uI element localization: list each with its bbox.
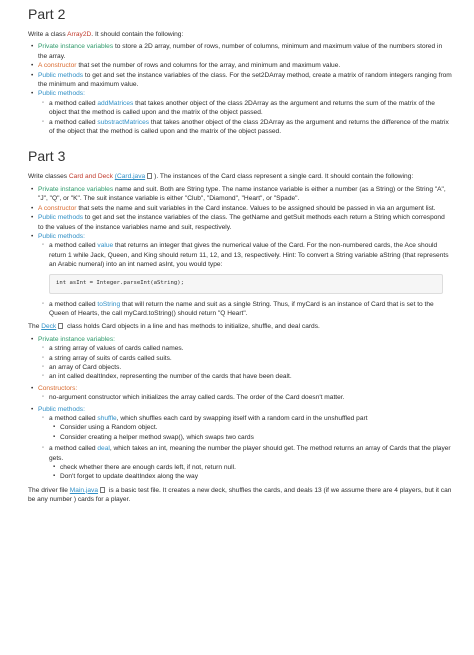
list-item bbox=[49, 414, 452, 442]
list-item bbox=[38, 42, 452, 61]
sub-list bbox=[38, 344, 452, 382]
sub-list bbox=[38, 99, 452, 137]
list-item: ◦ an array of Card objects. bbox=[49, 363, 452, 372]
item-text: a method called bbox=[49, 118, 98, 126]
part2-heading: Part 2 bbox=[28, 6, 66, 22]
list-item: ▪ Consider using a Random object. bbox=[60, 423, 452, 432]
item-text: to store a 2D array, number of rows, number of columns, minimum and maximum value of the numbers stored in the array. bbox=[38, 43, 443, 60]
sub-list bbox=[38, 393, 452, 402]
item-text: a method called bbox=[49, 242, 98, 250]
method-name-substractmatrices: substractMatrices bbox=[97, 118, 150, 126]
item-text: to get and set the instance variables of the class. The getName and getSuit methods each return a String which correspond to the values of the instance variables name and suit, respectively. bbox=[38, 214, 445, 231]
highlight-constructor: A constructor bbox=[38, 62, 77, 70]
list-item: ◦ a string array of values of cards called names. bbox=[49, 344, 452, 353]
highlight-private-vars: Private instance variables bbox=[38, 43, 114, 51]
item-text: that will return the name and suit as a single String. Thus, if myCard is an instance of Card that is set to the Queen of Hearts, the call myCard.toString() should return "Q Heart". bbox=[49, 300, 434, 317]
highlight-private-vars: Private instance variables bbox=[38, 185, 114, 193]
highlight-private-vars: Private instance variables: bbox=[38, 335, 115, 343]
deck-requirements-list bbox=[28, 335, 452, 482]
sub-sub-list bbox=[49, 423, 452, 442]
item-text: a method called bbox=[49, 300, 98, 308]
part2-intro bbox=[28, 30, 452, 39]
list-item bbox=[38, 213, 452, 232]
intro-text: The driver file bbox=[28, 486, 70, 494]
class-name-array2d: Array2D bbox=[67, 31, 92, 38]
list-item bbox=[49, 444, 452, 482]
list-item bbox=[38, 204, 452, 213]
highlight-constructors: Constructors: bbox=[38, 384, 78, 392]
card-java-link[interactable]: (Card.java bbox=[114, 173, 146, 181]
highlight-public-methods: Public methods: bbox=[38, 90, 85, 98]
list-item bbox=[49, 241, 452, 293]
item-text: name and suit. Both are String type. The name instance variable is either a number (as a String) or the String "A", "J", "Q", or "K". The suit instance variable is either "Club", "Diamond", "Heart", or "Spade". bbox=[38, 185, 446, 203]
list-item: ◦ a string array of suits of cards called suits. bbox=[49, 354, 452, 363]
item-text: a method called bbox=[49, 99, 98, 107]
list-item: ◦ no-argument constructor which initializes the array called cards. The order of the Card doesn't matter. bbox=[49, 393, 452, 402]
list-item: ▪ Consider creating a helper method swap(), which swaps two cards bbox=[60, 433, 452, 442]
main-java-link[interactable]: Main.java bbox=[69, 486, 99, 494]
intro-text: ) bbox=[154, 173, 157, 181]
part3-intro bbox=[28, 172, 452, 181]
intro-text: . The instances of the Card class represent a single card. It should contain the following: bbox=[156, 173, 414, 181]
item-text: a method called bbox=[49, 415, 98, 422]
list-item bbox=[38, 384, 452, 403]
highlight-public-methods: Public methods: bbox=[38, 405, 85, 413]
item-text: that sets the name and suit variables in the Card instance. Values to be assigned should be passed in via an argument list. bbox=[76, 204, 436, 212]
list-item bbox=[38, 405, 452, 482]
list-item bbox=[38, 335, 452, 382]
item-text: that takes another object of the class 2DArray as the argument and returns the difference of the matrix of the object that the method is called upon and the matrix of the object passed. bbox=[49, 118, 449, 136]
file-icon bbox=[100, 487, 105, 493]
method-name-addmatrices: addMatrices bbox=[97, 99, 134, 107]
list-item bbox=[49, 300, 452, 319]
item-text: , which shuffles each card by swapping itself with a random card in the unshuffled part bbox=[116, 415, 368, 422]
list-item bbox=[38, 232, 452, 318]
part3-card-list bbox=[28, 185, 452, 318]
deck-java-link[interactable]: Deck bbox=[41, 323, 57, 331]
highlight-public-methods: Public methods: bbox=[38, 232, 85, 240]
list-item: ▪ check whether there are enough cards left, if not, return null. bbox=[60, 463, 452, 472]
sub-sub-list bbox=[49, 463, 452, 482]
list-item bbox=[38, 89, 452, 136]
method-name-tostring: toString bbox=[97, 300, 121, 308]
code-block: int asInt = Integer.parseInt(aString); bbox=[49, 274, 443, 294]
highlight-constructor: A constructor bbox=[38, 204, 77, 212]
method-name-deal: deal bbox=[97, 445, 110, 453]
list-item bbox=[38, 61, 452, 70]
item-text: that takes another object of the class 2DArray as the argument and returns the sum of the matrix of the object that the method is called upon and the matrix of the object passed. bbox=[49, 99, 435, 117]
list-item bbox=[38, 185, 452, 204]
sub-list bbox=[38, 414, 452, 482]
list-item bbox=[38, 71, 452, 90]
list-item bbox=[49, 99, 452, 118]
intro-text: class holds Card objects in a line and has methods to initialize, shuffle, and deal cards. bbox=[65, 323, 320, 331]
part3-heading: Part 3 bbox=[28, 148, 66, 165]
list-item: ▪ Don't forget to update dealtIndex along the way bbox=[60, 472, 452, 481]
intro-text: Write a class bbox=[28, 31, 68, 38]
deck-intro bbox=[28, 322, 452, 331]
item-text: that returns an integer that gives the numerical value of the Card. For the non-numbered cards, the Ace should return 1 while Jack, Queen, and King should return 11, 12, and 13, respectively. Hint: To convert a String variable aString (that represents an Arabic numeral) into an int named asInt, you would type: bbox=[49, 242, 449, 269]
item-text: , which takes an int, meaning the number the player should get. The method returns an array of Cards that the player gets. bbox=[49, 445, 451, 462]
highlight-public-methods: Public methods bbox=[38, 71, 84, 79]
intro-text: . It should contain the following: bbox=[91, 31, 184, 38]
part2-requirements-list bbox=[28, 42, 452, 136]
intro-text: The bbox=[28, 323, 42, 331]
list-item: ◦ an int called dealtIndex, representing the number of the cards that have been dealt. bbox=[49, 372, 452, 381]
class-name-card-deck: Card and Deck bbox=[68, 173, 113, 181]
intro-text: is a basic test file. It creates a new deck, shuffles the cards, and deals 13 (if we assume there are 4 players, but it can be any number ) cards for a player. bbox=[28, 486, 452, 504]
highlight-public-methods: Public methods bbox=[38, 214, 84, 222]
intro-text: Write classes bbox=[28, 173, 69, 181]
item-text: that set the number of rows and columns for the array, and minimum and maximum value. bbox=[76, 62, 341, 70]
file-icon bbox=[147, 173, 152, 179]
item-text: to get and set the instance variables of the class. For the set2DArray method, create a matrix of random integers ranging from the minimum and maximum value. bbox=[38, 71, 452, 89]
method-name-value: value bbox=[97, 242, 114, 250]
method-name-shuffle: shuffle bbox=[97, 415, 117, 422]
driver-paragraph bbox=[28, 486, 452, 505]
sub-list bbox=[38, 241, 452, 318]
file-icon bbox=[58, 323, 63, 329]
item-text: a method called bbox=[49, 445, 98, 453]
list-item bbox=[49, 118, 452, 137]
